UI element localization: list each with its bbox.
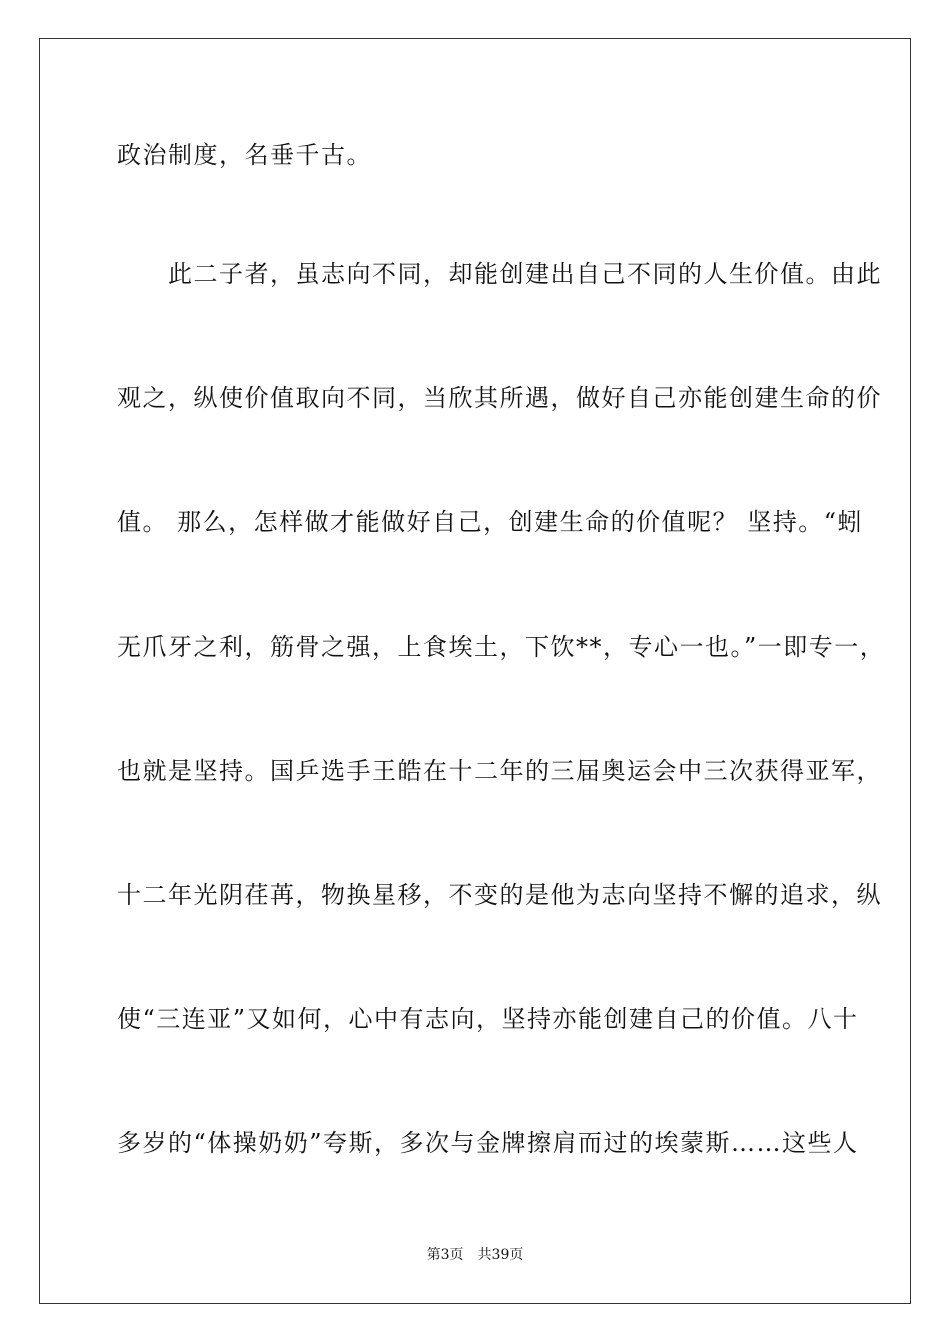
text-line: 此二子者，虽志向不同，却能创建出自己不同的人生价值。由此 (117, 260, 882, 288)
text-line: 观之，纵使价值取向不同，当欣其所遇，做好自己亦能创建生命的价 (117, 384, 882, 412)
page-number: 第3页 (426, 1247, 464, 1263)
text-line: 无爪牙之利，筋骨之强，上食埃土，下饮**，专心一也。”一即专一， (117, 633, 886, 661)
page-footer (0, 1246, 950, 1264)
text-line: 十二年光阴荏苒，物换星移，不变的是他为志向坚持不懈的追求，纵 (117, 881, 882, 909)
text-line: 政治制度，名垂千古。 (117, 141, 372, 169)
text-line: 也就是坚持。国乒选手王皓在十二年的三届奥运会中三次获得亚军， (117, 757, 882, 785)
text-line: 值。 那么，怎样做才能做好自己，创建生命的价值呢？ 坚持。“蚓 (117, 508, 864, 536)
text-line: 使“三连亚”又如何，心中有志向，坚持亦能创建自己的价值。八十 (117, 1005, 859, 1033)
page-border (39, 38, 911, 1304)
text-line: 多岁的“体操奶奶”夸斯，多次与金牌擦肩而过的埃蒙斯……这些人 (117, 1129, 859, 1157)
page-total: 共39页 (477, 1247, 524, 1263)
